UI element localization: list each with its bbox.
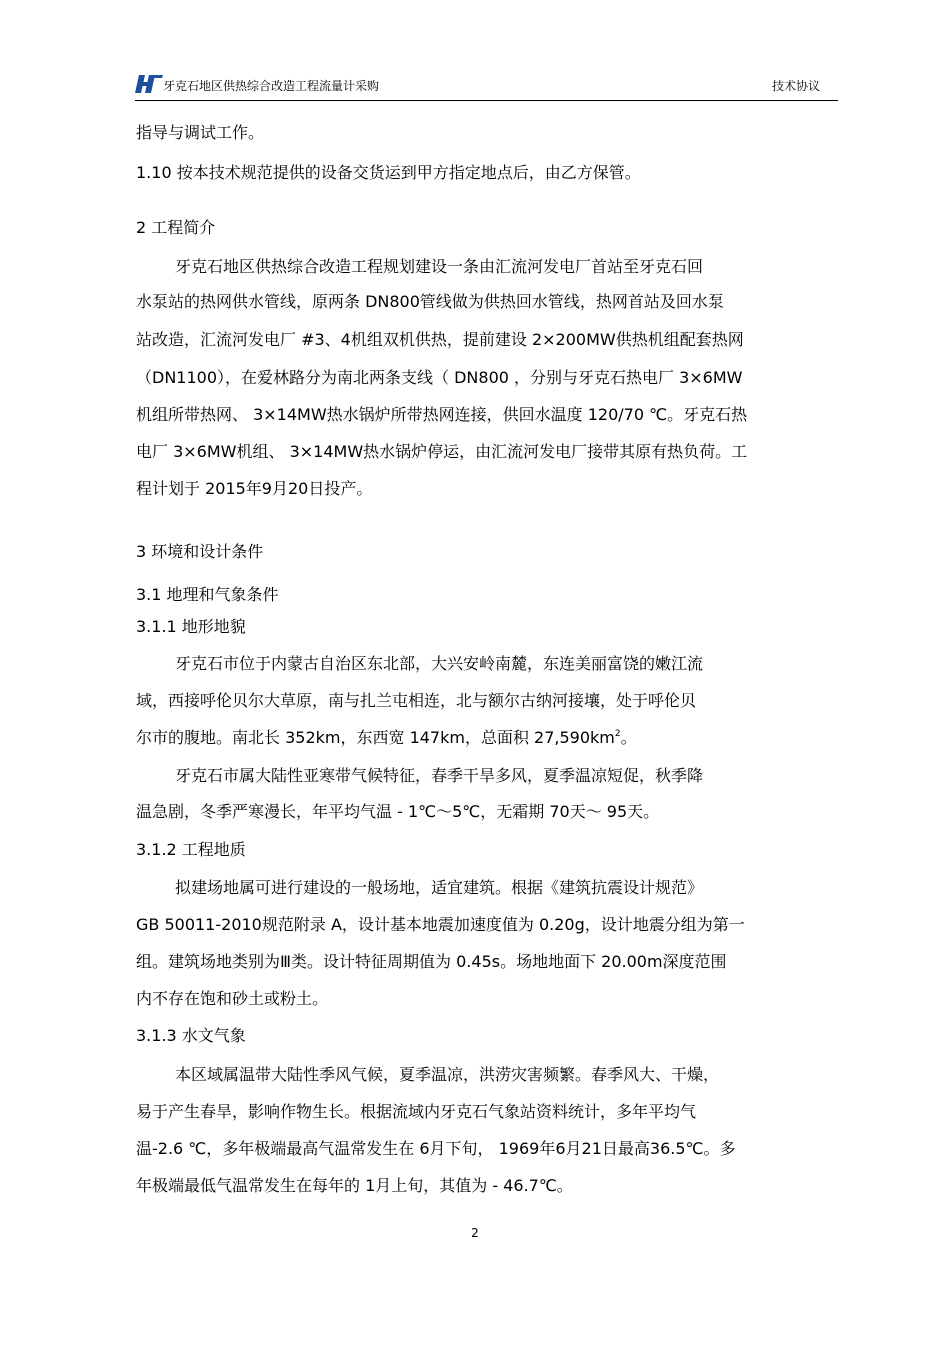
paragraph-line: 组。建筑场地类别为Ⅲ类。设计特征周期值为 0.45s。场地地面下 20.00m深度范围: [136, 952, 727, 971]
superscript-exponent: 2: [614, 729, 621, 739]
paragraph-line: 拟建场地属可进行建设的一般场地，适宜建筑。根据《建筑抗震设计规范》: [175, 878, 704, 897]
paragraph-line: 温-2.6 ℃，多年极端最高气温常发生在 6月下旬， 1969年6月21日最高36.5℃。多: [136, 1139, 736, 1158]
area-tail: 。: [620, 728, 637, 747]
page-header: [135, 70, 838, 100]
header-divider: [135, 100, 838, 101]
paragraph-line: GB 50011-2010规范附录 A，设计基本地震加速度值为 0.20g，设计地震分组为第一: [136, 915, 745, 934]
paragraph-line: （DN1100），在爱林路分为南北两条支线（ DN800 ，分别与牙克石热电厂 3×6MW: [136, 368, 743, 387]
section-heading: 2 工程简介: [136, 218, 216, 237]
paragraph-line: 内不存在饱和砂土或粉土。: [136, 989, 329, 1008]
paragraph-line: 牙克石市属大陆性亚寒带气候特征，春季干旱多风，夏季温凉短促，秋季降: [175, 766, 704, 785]
paragraph-line: 水泵站的热网供水管线，原两条 DN800管线做为供热回水管线，热网首站及回水泵: [136, 292, 724, 311]
page-number: 2: [471, 1226, 479, 1240]
paragraph-line: 年极端最低气温常发生在每年的 1月上旬，其值为 - 46.7℃。: [136, 1176, 573, 1195]
clause-line: 1.10 按本技术规范提供的设备交货运到甲方指定地点后，由乙方保管。: [136, 163, 641, 182]
subsection-heading: 3.1.2 工程地质: [136, 840, 246, 859]
section-heading: 3 环境和设计条件: [136, 542, 264, 561]
subsection-heading: 3.1.1 地形地貌: [136, 617, 246, 636]
paragraph-line: 电厂 3×6MW机组、 3×14MW热水锅炉停运，由汇流河发电厂接带其原有热负荷。工: [136, 442, 748, 461]
paragraph-line: 易于产生春旱，影响作物生长。根据流域内牙克石气象站资料统计，多年平均气: [136, 1102, 697, 1121]
paragraph-line: 温急剧，冬季严寒漫长，年平均气温 - 1℃～5℃，无霜期 70天～ 95天。: [136, 802, 660, 821]
subsection-heading: 3.1.3 水文气象: [136, 1026, 246, 1045]
paragraph-line: 域，西接呼伦贝尔大草原，南与扎兰屯相连，北与额尔古纳河接壤，处于呼伦贝: [136, 691, 697, 710]
document-type: 技术协议: [771, 79, 820, 93]
company-logo-icon: [135, 72, 163, 96]
paragraph-line: 本区域属温带大陆性季风气候，夏季温凉，洪涝灾害频繁。春季风大、干燥，: [175, 1065, 720, 1084]
paragraph-line: 指导与调试工作。: [136, 123, 265, 142]
paragraph-line: 牙克石市位于内蒙古自治区东北部，大兴安岭南麓，东连美丽富饶的嫩江流: [175, 654, 704, 673]
paragraph-line: 站改造，汇流河发电厂 #3、4机组双机供热，提前建设 2×200MW供热机组配套热网: [136, 330, 744, 349]
paragraph-line: 牙克石地区供热综合改造工程规划建设一条由汇流河发电厂首站至牙克石回: [175, 257, 704, 276]
paragraph-line: 程计划于 2015年9月20日投产。: [136, 479, 373, 498]
document-title: 牙克石地区供热综合改造工程流量计采购: [163, 79, 380, 93]
area-text: 尔市的腹地。南北长 352km，东西宽 147km，总面积 27,590km: [136, 728, 615, 747]
paragraph-line: [136, 727, 637, 749]
subsection-heading: 3.1 地理和气象条件: [136, 585, 279, 604]
paragraph-line: 机组所带热网、 3×14MW热水锅炉所带热网连接，供回水温度 120/70 ℃。牙克石热: [136, 405, 748, 424]
